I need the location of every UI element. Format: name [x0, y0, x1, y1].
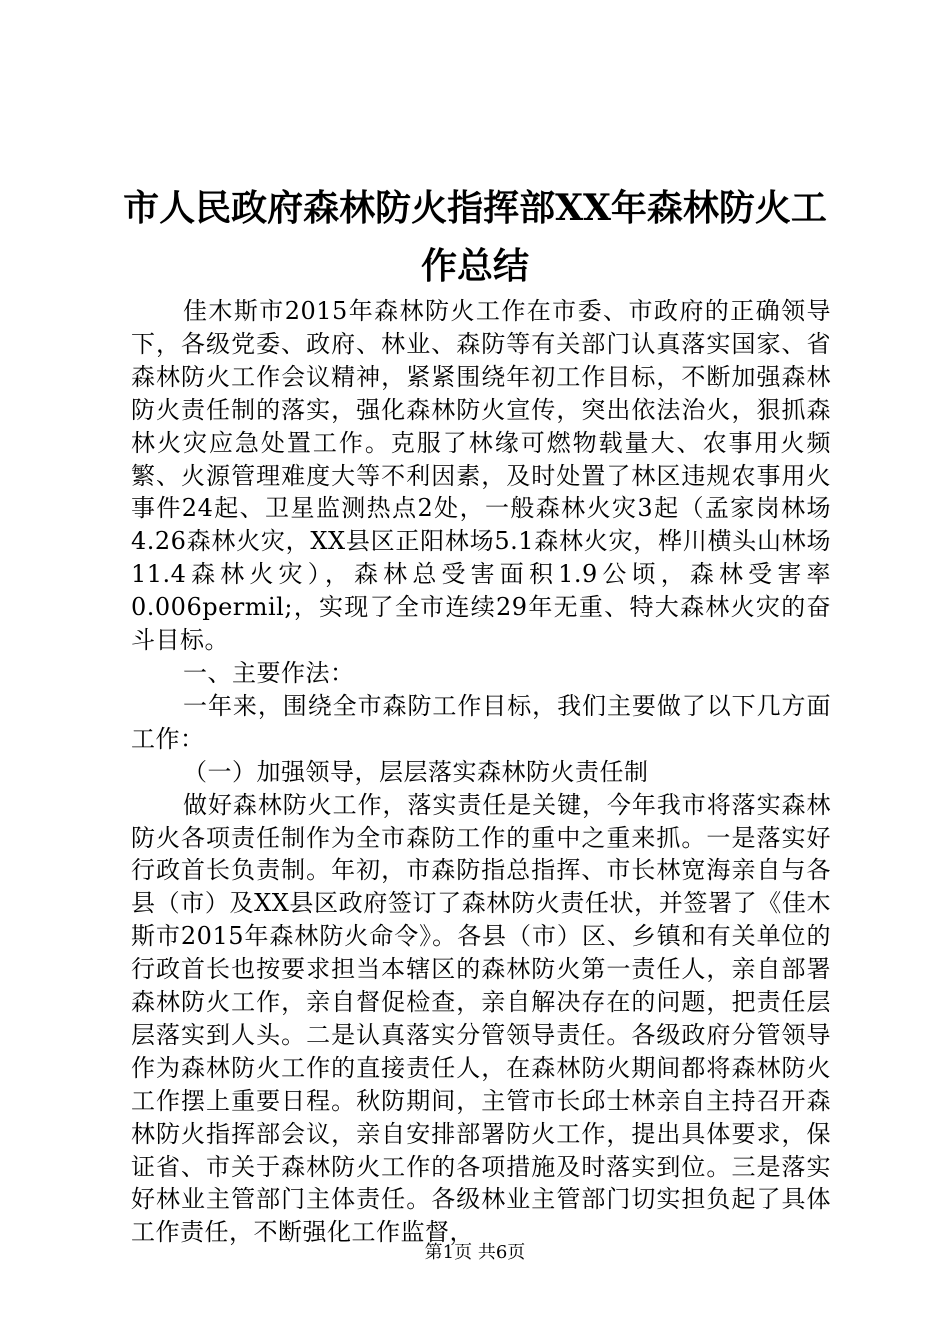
- section-heading-main-methods: 一、主要作法：: [183, 658, 355, 687]
- paragraph-responsibility: 做好森林防火工作，落实责任是关键，今年我市将落实森林防火各项责任制作为全市森防工作的重中之重来抓。一是落实好行政首长负责制。年初，市森防指总指挥、市长林宽海亲自与各县（市）及XX县区政府签订了森林防火责任状，并签署了《佳木斯市2015年森林防火命令》。各县（市）区、乡镇和有关单位的行政首长也按要求担当本辖区的森林防火第一责任人，亲自部署森林防火工作，亲自督促检查，亲自解决存在的问题，把责任层层落实到人头。二是认真落实分管领导责任。各级政府分管领导作为森林防火工作的直接责任人，在森林防火期间都将森林防火工作摆上重要日程。秋防期间，主管市长邱士林亲自主持召开森林防火指挥部会议，亲自安排部署防火工作，提出具体要求，保证省、市关于森林防火工作的各项措施及时落实到位。三是落实好林业主管部门主体责任。各级林业主管部门切实担负起了具体工作责任，不断强化工作监督，: [131, 790, 831, 1247]
- document-title-line-1: 市人民政府森林防火指挥部XX年森林防火工: [123, 187, 827, 229]
- document-body: [131, 295, 831, 1249]
- page-number-footer: 第1页 共6页: [424, 1242, 526, 1263]
- document-title-line-2: 作总结: [420, 245, 529, 287]
- paragraph-overview: 一年来，围绕全市森防工作目标，我们主要做了以下几方面工作：: [131, 691, 831, 753]
- subsection-heading-1: （一）加强领导，层层落实森林防火责任制: [183, 757, 649, 786]
- paragraph-intro: 佳木斯市2015年森林防火工作在市委、市政府的正确领导下，各级党委、政府、林业、森防等有关部门认真落实国家、省森林防火工作会议精神，紧紧围绕年初工作目标，不断加强森林防火责任制的落实，强化森林防火宣传，突出依法治火，狠抓森林火灾应急处置工作。克服了林缘可燃物载量大、农事用火频繁、火源管理难度大等不利因素，及时处置了林区违规农事用火事件24起、卫星监测热点2处，一般森林火灾3起（孟家岗林场4.26森林火灾，XX县区正阳林场5.1森林火灾，桦川横头山林场11.4森林火灾），森林总受害面积1.9公顷，森林受害率0.006permil;，实现了全市连续29年无重、特大森林火灾的奋斗目标。: [131, 297, 831, 655]
